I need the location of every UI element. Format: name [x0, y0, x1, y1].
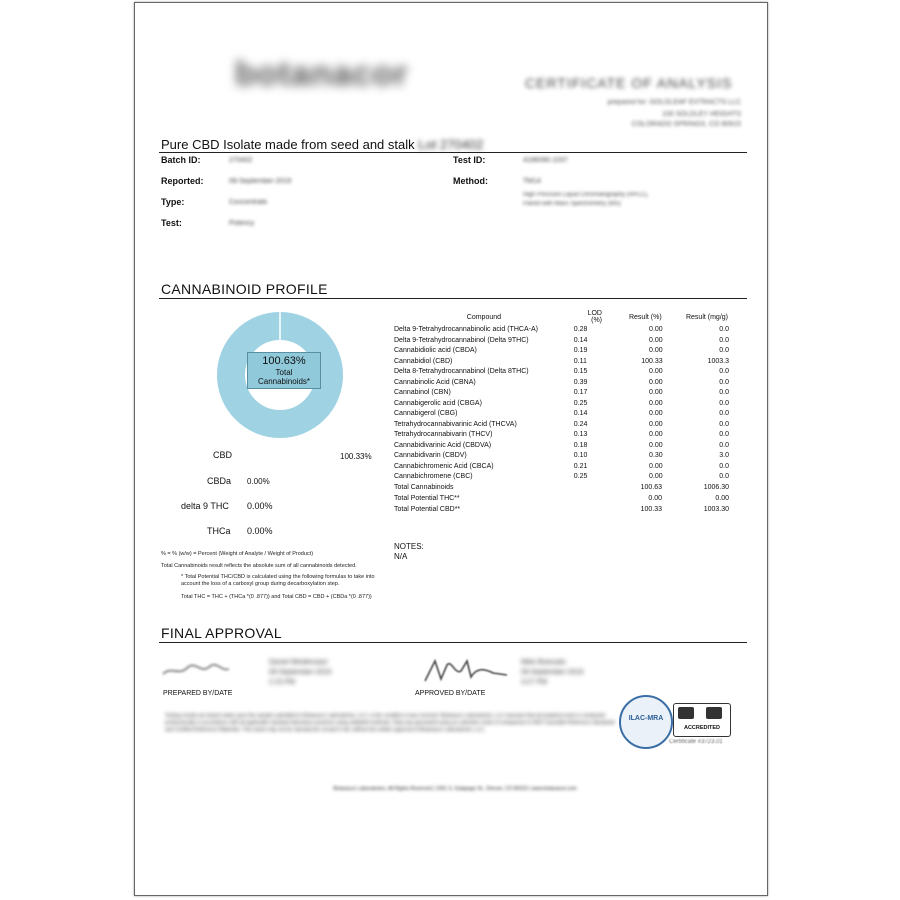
method-desc-2: Paired with Mass Spectrometry (MS) [523, 201, 621, 207]
ilac-mra-text: ILAC-MRA [628, 715, 664, 722]
header-rule [159, 152, 747, 153]
ring-center-label [247, 352, 321, 389]
total-row [394, 506, 729, 517]
result-mg-cell: 0.0 [719, 378, 729, 386]
result-pct-cell: 0.00 [649, 399, 663, 407]
lod-cell: 0.25 [573, 399, 588, 407]
total-name: Total Potential CBD** [394, 506, 461, 513]
approver-time: 3:27 PM [521, 679, 548, 686]
result-mg-cell: 3.0 [719, 452, 729, 460]
table-row [394, 472, 729, 483]
lod-cell: 0.21 [573, 462, 588, 470]
compound-cell: Cannabidiolic acid (CBDA) [394, 347, 477, 355]
approval-section-title: FINAL APPROVAL [161, 625, 282, 641]
lod-cell: 0.18 [573, 441, 588, 449]
summary-cbd-label: CBD [213, 450, 233, 460]
compound-cell: Cannabidivarin (CBDV) [394, 452, 467, 460]
test-id-label: Test ID: [453, 155, 486, 165]
table-header-row [394, 309, 729, 325]
total-name: Total Potential THC** [394, 495, 460, 502]
product-title [161, 137, 483, 152]
result-pct-cell: 0.00 [649, 336, 663, 344]
compound-cell: Cannabichromenic Acid (CBCA) [394, 462, 494, 470]
lod-cell: 0.24 [573, 420, 588, 428]
lod-cell: 0.39 [573, 378, 588, 386]
table-row [394, 325, 729, 336]
total-row [394, 495, 729, 506]
footnote-formula: Total THC = THC + (THCa *(0 .877)) and Total CBD = CBD + (CBDa *(0 .877)) [181, 594, 372, 600]
compound-cell: Cannabinolic Acid (CBNA) [394, 378, 476, 386]
table-row [394, 462, 729, 473]
compound-cell: Delta 9-Tetrahydrocannabinol (Delta 9THC) [394, 336, 529, 344]
method-value: TM14 [523, 178, 541, 185]
lod-cell: 0.15 [573, 368, 588, 376]
profile-section-title: CANNABINOID PROFILE [161, 281, 328, 297]
compound-cell: Delta 9-Tetrahydrocannabinolic acid (THCA-A) [394, 326, 538, 334]
result-mg-cell: 0.0 [719, 399, 729, 407]
type-value: Concentrate [229, 199, 268, 206]
preparer-signature [161, 658, 231, 680]
notes-label: NOTES: [394, 542, 424, 551]
accredited-text: ACCREDITED [683, 725, 721, 731]
lod-cell: 0.28 [573, 326, 588, 334]
footnote-total: Total Cannabinoids result reflects the absolute sum of all cannabinoids detected. [161, 563, 357, 569]
notes-value: N/A [394, 552, 408, 561]
table-row [394, 336, 729, 347]
preparer-time: 2:15 PM [269, 679, 296, 686]
summary-thca-label: THCa [207, 526, 231, 536]
col-lod: LOD (%) [587, 310, 602, 324]
table-row [394, 346, 729, 357]
lod-cell: 0.11 [573, 357, 587, 365]
test-label: Test: [161, 218, 182, 228]
compound-cell: Cannabigerol (CBG) [394, 410, 458, 418]
result-pct-cell: 0.00 [649, 431, 663, 439]
table-row [394, 409, 729, 420]
summary-cbd-value: 100.33% [340, 452, 372, 461]
total-row [394, 484, 729, 495]
result-pct-cell: 100.33 [641, 357, 663, 365]
summary-thca-value: 0.00% [247, 526, 273, 536]
result-pct-cell: 0.00 [649, 420, 663, 428]
accreditation-icon-left [678, 707, 694, 719]
result-mg-cell: 0.0 [719, 368, 729, 376]
result-pct-cell: 0.00 [649, 326, 663, 334]
total-percent: 100.63% [262, 355, 306, 367]
result-pct-cell: 0.00 [649, 389, 663, 397]
brand-logo: botanacor [235, 55, 409, 93]
method-desc-1: High Pressure Liquid Chromatography (HPLC), [523, 192, 649, 198]
result-pct-cell: 0.00 [649, 473, 663, 481]
compound-cell: Cannabidiol (CBD) [394, 357, 453, 365]
result-pct-cell: 0.00 [649, 410, 663, 418]
summary-d9thc-label: delta 9 THC [181, 501, 229, 511]
summary-cbda-label: CBDa [207, 476, 232, 486]
test-value: Potency [229, 220, 255, 227]
total-mg: 1006.30 [703, 484, 729, 491]
coa-page [134, 2, 768, 896]
product-name: Pure CBD Isolate made from seed and stalk [161, 137, 415, 152]
table-row [394, 441, 729, 452]
total-mg: 0.00 [715, 495, 729, 502]
preparer-date: 09-September-2019 [269, 669, 332, 676]
lod-cell: 0.14 [573, 410, 588, 418]
doc-title: CERTIFICATE OF ANALYSIS [525, 75, 733, 91]
prepared-for: prepared for: GOLDLEAF EXTRACTS LLC [607, 99, 741, 106]
total-pct: 0.00 [648, 495, 662, 502]
result-pct-cell: 0.00 [649, 441, 663, 449]
compound-rows [394, 325, 729, 483]
compound-table [394, 309, 729, 483]
result-mg-cell: 0.0 [719, 336, 729, 344]
result-pct-cell: 0.00 [649, 462, 663, 470]
reported-label: Reported: [161, 176, 204, 186]
approver-date: 09-September-2019 [521, 669, 584, 676]
table-row [394, 357, 729, 368]
ilac-mra-seal [619, 695, 673, 749]
profile-rule [159, 298, 747, 299]
col-compound: Compound [466, 313, 502, 321]
result-pct-cell: 0.00 [649, 368, 663, 376]
result-mg-cell: 0.0 [719, 410, 729, 418]
footnote-formula-intro: * Total Potential THC/CBD is calculated using the following formulas to take into account the loss of a carboxyl group during decarboxylation step. [181, 574, 375, 587]
page-footer: Botanacor Laboratories, All Rights Reserved | 1001 S. Galapago St., Denver, CO 80223 | www.botanacor.com [333, 786, 577, 792]
result-mg-cell: 0.0 [719, 326, 729, 334]
batch-id-value: 270402 [229, 157, 253, 164]
batch-id-label: Batch ID: [161, 155, 201, 165]
result-pct-cell: 0.00 [649, 378, 663, 386]
result-mg-cell: 0.0 [719, 462, 729, 470]
accredited-badge [673, 703, 731, 737]
footnote-units: % = % (w/w) = Percent (Weight of Analyte / Weight of Product) [161, 551, 314, 557]
table-row [394, 378, 729, 389]
accreditation-icon-right [706, 707, 722, 719]
result-mg-cell: 0.0 [719, 431, 729, 439]
method-label: Method: [453, 176, 488, 186]
type-label: Type: [161, 197, 185, 207]
table-row [394, 367, 729, 378]
total-mg: 1003.30 [703, 506, 729, 513]
table-row [394, 430, 729, 441]
table-row [394, 388, 729, 399]
compound-cell: Cannabidivarinic Acid (CBDVA) [394, 441, 492, 449]
lod-cell: 0.13 [573, 431, 588, 439]
approver-signature [421, 655, 511, 687]
result-mg-cell: 0.0 [719, 389, 729, 397]
compound-cell: Tetrahydrocannabivarin (THCV) [394, 431, 493, 439]
test-id-value: 4186090.1037 [523, 157, 568, 164]
summary-d9thc-value: 0.00% [247, 501, 273, 511]
approval-rule [159, 642, 747, 643]
result-pct-cell: 0.30 [649, 452, 663, 460]
lod-cell: 0.10 [573, 452, 588, 460]
lod-cell: 0.14 [573, 336, 588, 344]
compound-cell: Delta 8-Tetrahydrocannabinol (Delta 8THC) [394, 368, 529, 376]
compound-cell: Cannabinol (CBN) [394, 389, 451, 397]
approved-by-caption: APPROVED BY/DATE [415, 690, 486, 697]
total-label-1: Total [275, 368, 293, 377]
col-result-pct: Result (%) [628, 313, 662, 321]
result-mg-cell: 0.0 [719, 441, 729, 449]
reported-value: 09-September-2019 [229, 178, 292, 185]
address-line-2: COLORADO SPRINGS, CO 80915 [631, 121, 741, 128]
lod-cell: 0.17 [573, 389, 588, 397]
total-label-2: Cannabinoids* [257, 377, 311, 386]
compound-cell: Cannabichromene (CBC) [394, 473, 473, 481]
total-name: Total Cannabinoids [394, 484, 454, 491]
result-mg-cell: 0.0 [719, 347, 729, 355]
lod-cell: 0.25 [573, 473, 588, 481]
prepared-by-caption: PREPARED BY/DATE [163, 690, 233, 697]
table-row [394, 399, 729, 410]
approver-name: Mike Brancato [521, 659, 566, 666]
result-mg-cell: 0.0 [719, 473, 729, 481]
preparer-name: Daniel Weidensaul [269, 659, 328, 666]
product-lot: Lot 270402 [418, 137, 484, 152]
compound-cell: Cannabigerolic acid (CBGA) [394, 399, 482, 407]
compound-cell: Tetrahydrocannabivarinic Acid (THCVA) [394, 420, 517, 428]
total-pct: 100.63 [640, 484, 662, 491]
summary-cbda-value: 0.00% [247, 477, 270, 486]
result-mg-cell: 0.0 [719, 420, 729, 428]
result-pct-cell: 0.00 [649, 347, 663, 355]
result-mg-cell: 1003.3 [707, 357, 729, 365]
lod-cell: 0.19 [573, 347, 588, 355]
totals-block [394, 484, 729, 517]
address-line-1: 100 SOLDLEY HEIGHTS [662, 111, 741, 118]
table-row [394, 451, 729, 462]
total-pct: 100.33 [640, 506, 662, 513]
table-row [394, 420, 729, 431]
disclaimer: Testing results are based solely upon the sample submitted to Botanacor Laboratories, LLC, in the condition it was received. Botanacor Laboratories, LLC warrants that all analytical work is conducted professionally in accordance with all applicable standard laboratory practices using validated methods. Data was generated using an unbroken chain of comparison to NIST traceable Reference Standards and Certified Reference Materials. This report may not be reproduced, except in full, without the written approval of Botanacor Laboratories, LLC. [165, 713, 615, 733]
col-result-mg: Result (mg/g) [685, 313, 728, 321]
certificate-number: Certificate #3723.01 [669, 739, 723, 745]
